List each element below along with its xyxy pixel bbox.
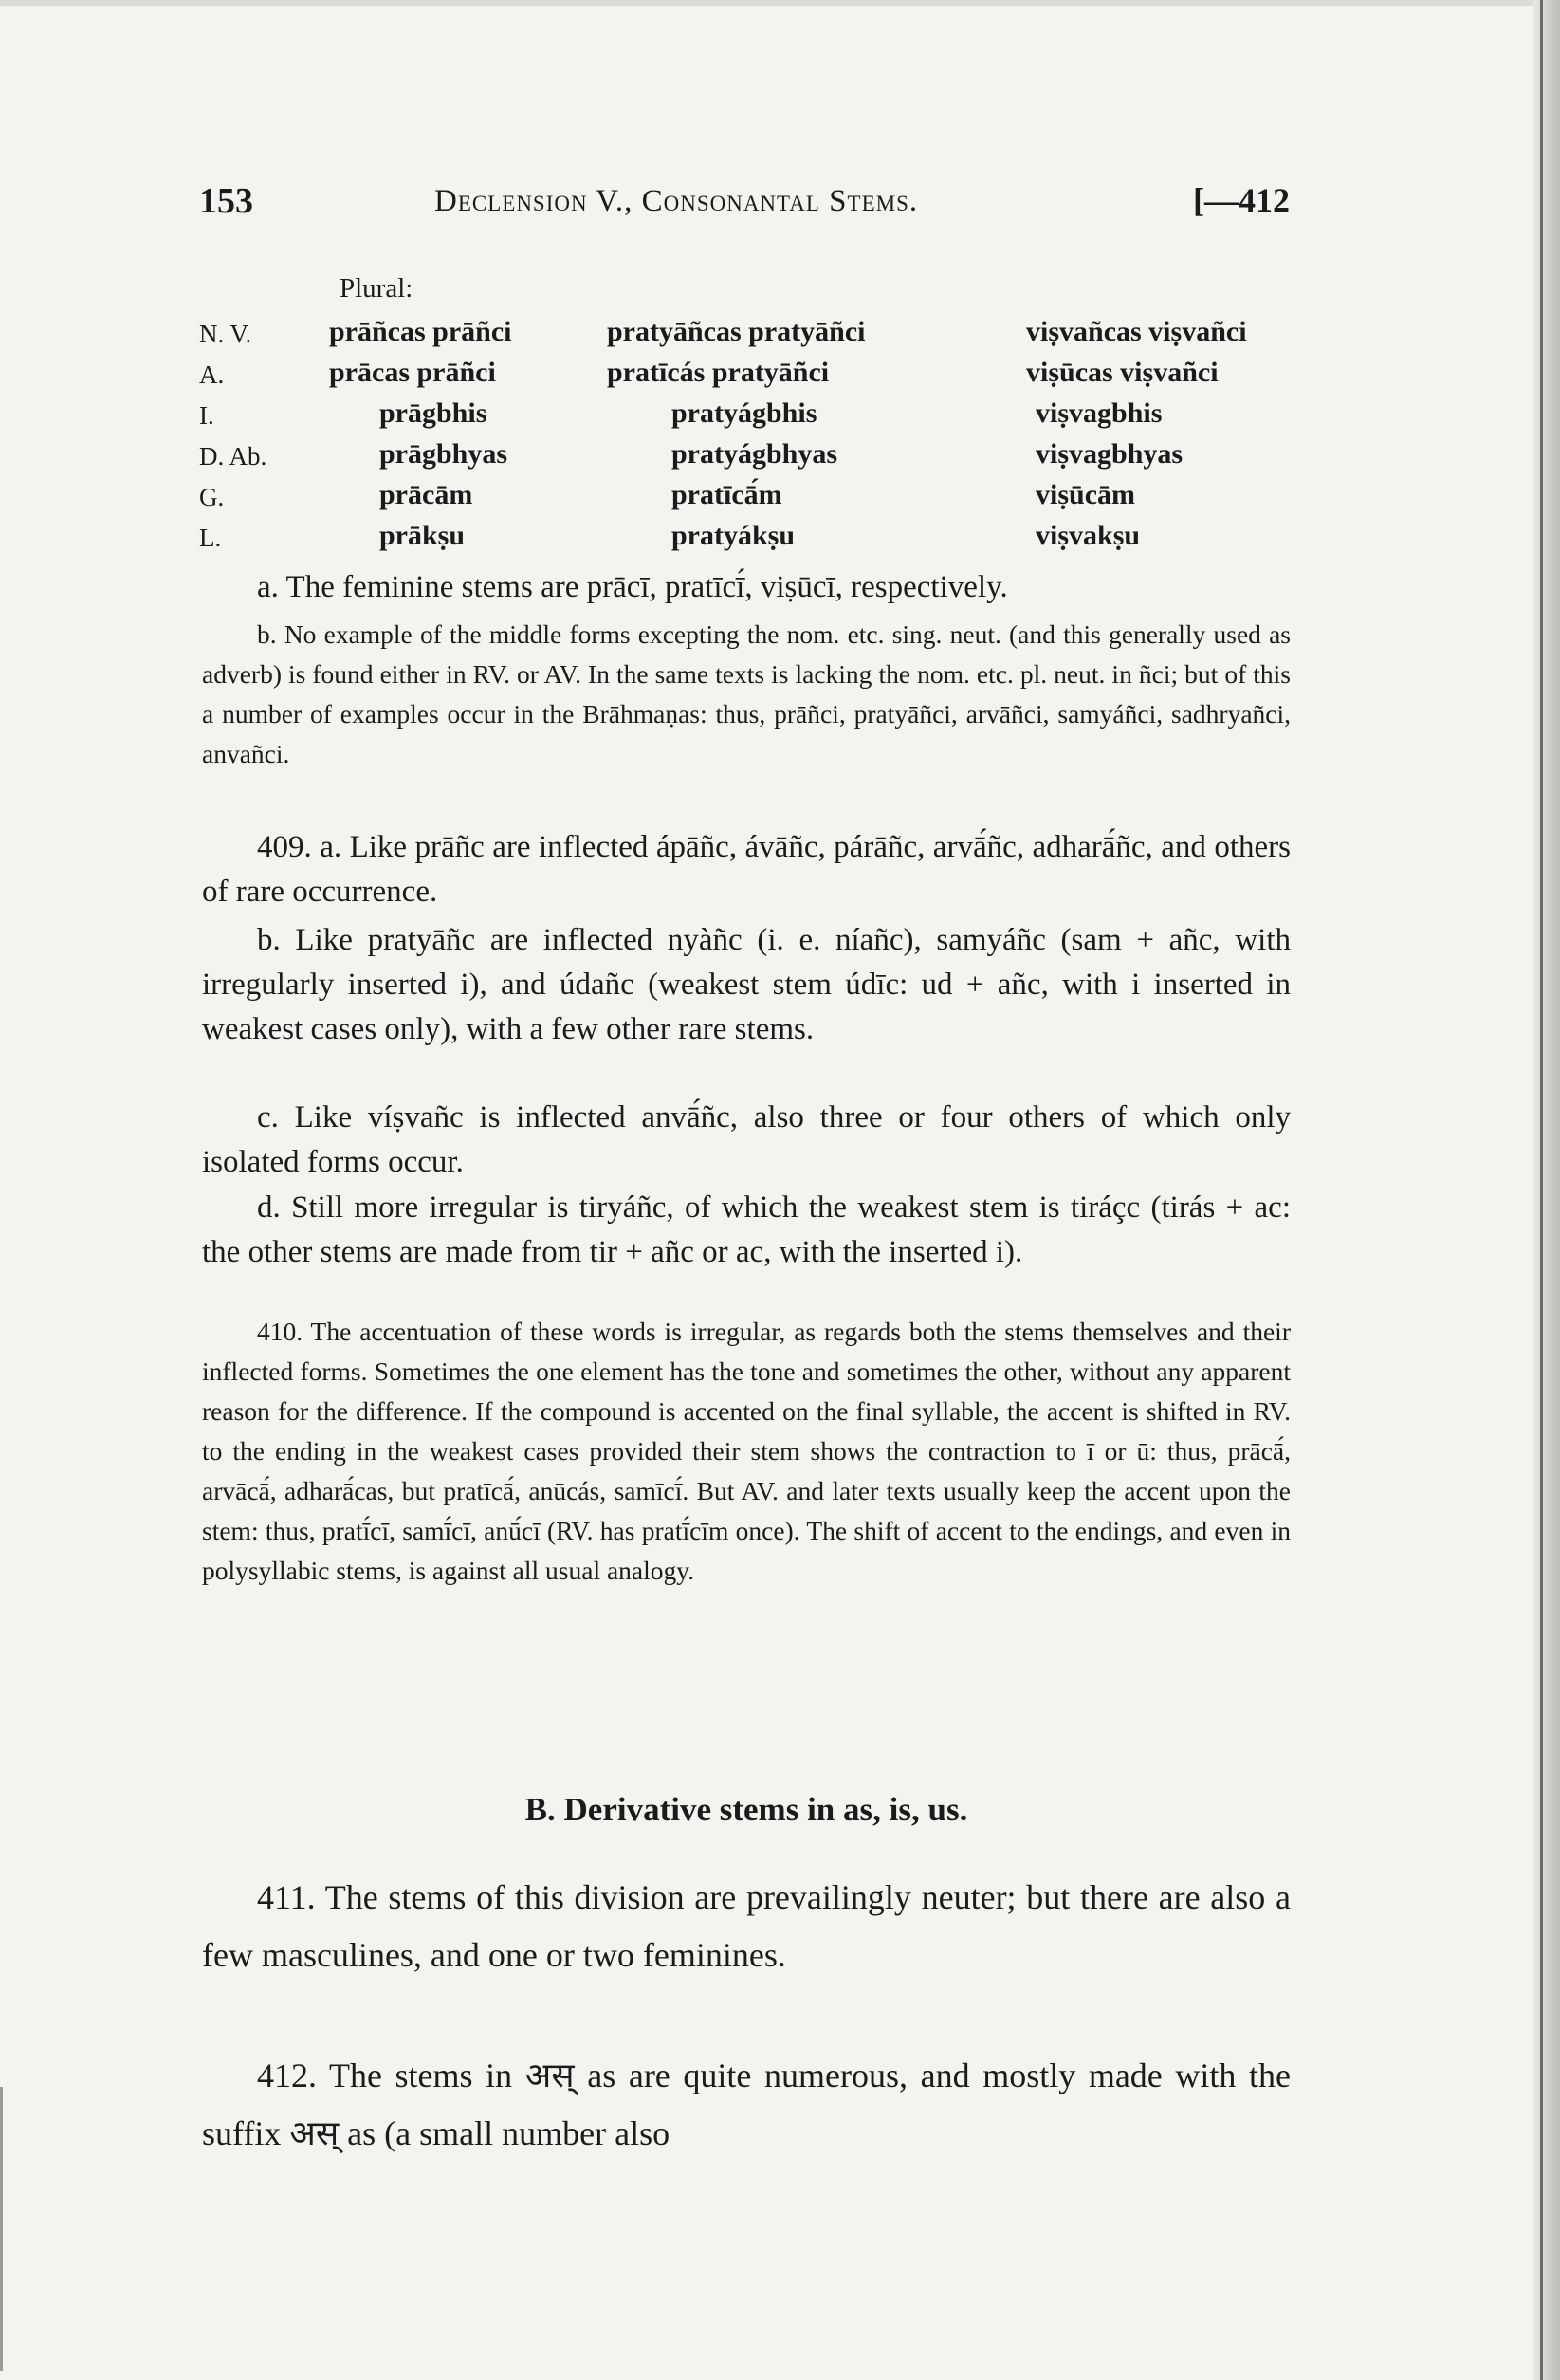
case-label: N. V. xyxy=(199,320,252,348)
page-right-edge xyxy=(1533,0,1560,2380)
paragraph-409a xyxy=(202,825,1291,914)
case-label: A. xyxy=(199,360,225,389)
case-label: G. xyxy=(199,483,225,511)
plural-label: Plural: xyxy=(340,273,413,304)
paragraph-text: 409. a. Like prāñc are inflected ápāñc, ávāñc, párāñc, arvā́ñc, adharā́ñc, and others of rare occurrence. xyxy=(202,830,1291,909)
paragraph-408a xyxy=(202,565,1291,610)
form-visvac: viṣvagbhyas xyxy=(1036,438,1184,470)
form-pratyac: pratyákṣu xyxy=(671,520,796,551)
table-row xyxy=(199,357,1290,397)
table-row xyxy=(199,316,1290,356)
form-prac: prāgbhyas xyxy=(379,438,508,470)
case-label: I. xyxy=(199,401,214,430)
paragraph-text: d. Still more irregular is tiryáñc, of which the weakest stem is tiráçc (tirás + ac: the other stems are made from tir + añc or ac, with the inserted i). xyxy=(202,1190,1291,1269)
form-visvac: viṣūcas viṣvañci xyxy=(1026,357,1219,388)
form-visvac: viṣvagbhis xyxy=(1036,397,1163,429)
paragraph-text: 410. The accentuation of these words is irregular, as regards both the stems themselves and their inflected forms. Sometimes the one element has the tone and sometimes the other, without any apparent reason for the difference. If the compound is accented on the final syllable, the accent is shifted in RV. to the ending in the weakest cases provided their stem shows the contraction to ī or ū: thus, prācā́, arvācā́, adharā́cas, but pratīcā́, anūcás, samīcī́. But AV. and later texts usually keep the accent upon the stem: thus, pratī́cī, samī́cī, anū́cī (RV. has pratī́cīm once). The shift of accent to the endings, and even in polysyllabic stems, is against all usual analogy. xyxy=(202,1317,1291,1585)
paragraph-408b xyxy=(202,615,1291,774)
table-row xyxy=(199,520,1290,560)
paragraph-text: c. Like víṣvañc is inflected anvā́ñc, also three or four others of which only isolated forms occur. xyxy=(202,1100,1291,1179)
form-prac: prāgbhis xyxy=(379,397,487,429)
table-row xyxy=(199,479,1290,519)
paragraph-411 xyxy=(202,1869,1291,1984)
section-heading-b: B. Derivative stems in as, is, us. xyxy=(524,1791,968,1828)
case-label: L. xyxy=(199,524,222,552)
form-visvac: viṣūcām xyxy=(1036,479,1135,510)
form-prac: prāñcas prāñci xyxy=(329,316,512,347)
paragraph-409d xyxy=(202,1186,1291,1275)
page-top-edge xyxy=(0,0,1560,6)
running-header xyxy=(199,180,1290,228)
paragraph-text: 411. The stems of this division are prevailingly neuter; but there are also a few masculines, and one or two feminines. xyxy=(202,1878,1291,1974)
form-pratyac: pratyágbhis xyxy=(671,397,817,429)
form-visvac: viṣvakṣu xyxy=(1036,520,1141,551)
section-reference: [—412 xyxy=(1193,181,1290,219)
table-row xyxy=(199,438,1290,478)
form-pratyac: pratīcás pratyāñci xyxy=(607,357,830,388)
form-prac: prācām xyxy=(379,479,473,510)
paragraph-409c xyxy=(202,1096,1291,1185)
paragraph-409b xyxy=(202,918,1291,1052)
page-left-edge-mark xyxy=(0,2087,3,2371)
paragraph-text: b. Like pratyāñc are inflected nyàñc (i. e. níañc), samyáñc (sam + añc, with irregularly inserted i), and údañc (weakest stem údīc: ud + añc, with i inserted in weakest cases only), with a few other rare stems. xyxy=(202,923,1291,1046)
paragraph-text: a. The feminine stems are prācī, pratīcī́, viṣūcī, respectively. xyxy=(257,570,1008,604)
table-row xyxy=(199,397,1290,437)
running-title: Declension V., Consonantal Stems. xyxy=(434,184,919,218)
page-number: 153 xyxy=(199,181,253,221)
form-pratyac: pratyágbhyas xyxy=(671,438,838,470)
form-prac: prācas prāñci xyxy=(329,357,496,388)
paragraph-410 xyxy=(202,1312,1291,1591)
form-pratyac: pratyāñcas pratyāñci xyxy=(607,316,866,347)
paragraph-412 xyxy=(202,2047,1291,2163)
form-visvac: viṣvañcas viṣvañci xyxy=(1026,316,1247,347)
form-pratyac: pratīcā́m xyxy=(671,479,782,510)
paragraph-text: 412. The stems in अस् as are quite numerous, and mostly made with the suffix अस् as (a small number also xyxy=(202,2057,1291,2152)
paragraph-text: b. No example of the middle forms excepting the nom. etc. sing. neut. (and this generally used as adverb) is found either in RV. or AV. In the same texts is lacking the nom. etc. pl. neut. in ñci; but of this a number of examples occur in the Brāhmaṇas: thus, prāñci, pratyāñci, arvāñci, samyáñci, sadhryañci, anvañci. xyxy=(202,619,1291,768)
case-label: D. Ab. xyxy=(199,442,267,470)
page-right-edge-line xyxy=(1540,0,1543,2380)
form-prac: prākṣu xyxy=(379,520,466,551)
